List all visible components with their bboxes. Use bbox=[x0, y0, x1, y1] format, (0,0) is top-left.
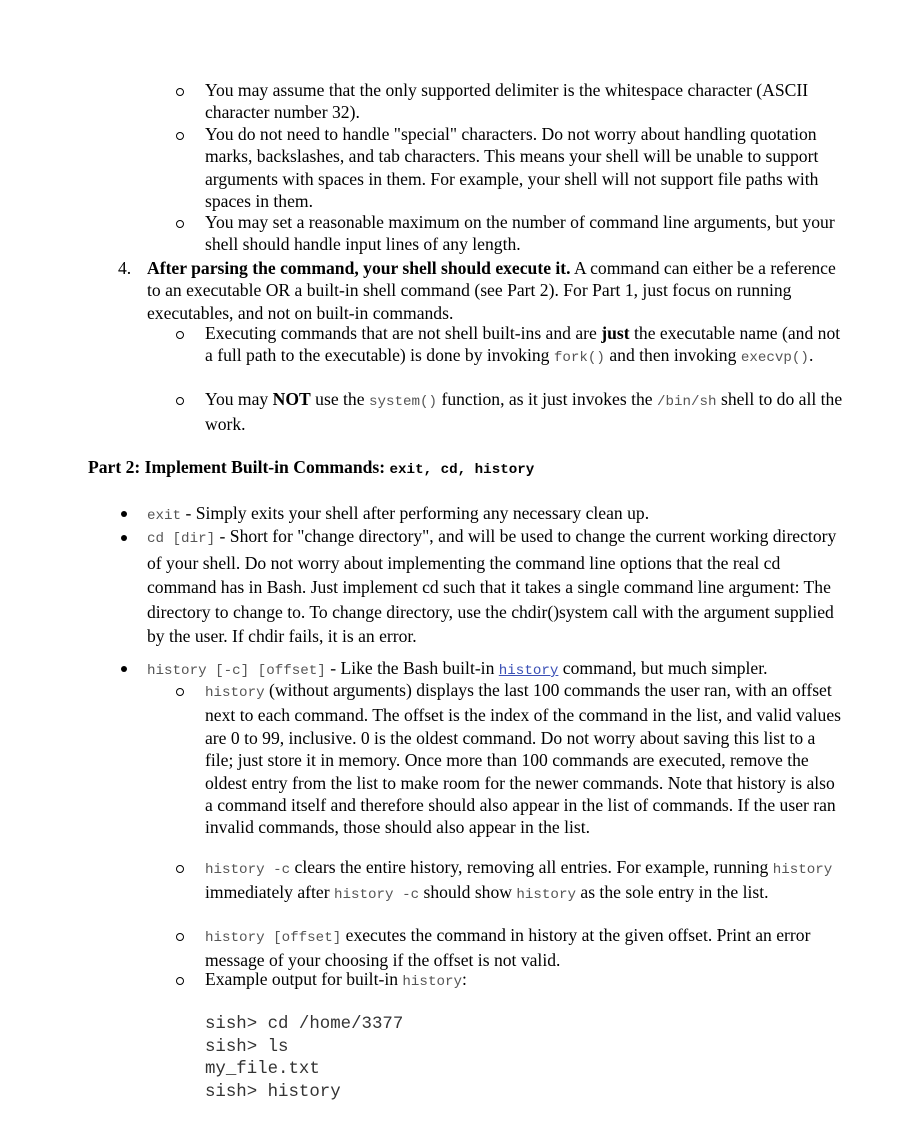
sub-item-history-display: history (without arguments) displays the last 100 commands the user ran, with an offset next to each command. The offset is the index of the command in the list, and valid values are 0 to 99, inclusive. 0 is the oldest command. Do not worry about saving this list to a file; just store it in memory. Once more than 100 commands are executed, remove the oldest entry from the list to make room for the newer commands. Note that history is also a command itself and therefore should also appear in the list of commands. If the user ran invalid commands, those should also appear in the list. bbox=[205, 680, 841, 838]
code-line: sish> ls bbox=[205, 1037, 289, 1057]
hollow-bullet-icon bbox=[176, 933, 184, 941]
code-line: sish> history bbox=[205, 1082, 341, 1102]
bullet-cd: cd [dir] - Short for "change directory", and will be used to change the current working directory of your shell. Do not worry about implementing the command line options that the real cd command has in Bash. Just implement cd such that it takes a single command line argument: The directory to change to. To change directory, use the chdir()system call with the argument supplied by the user. If chdir fails, it is an error. bbox=[147, 526, 837, 646]
bullet-history: history [-c] [offset] - Like the Bash built-in history command, but much simpler. bbox=[147, 658, 768, 679]
hollow-bullet-icon bbox=[176, 397, 184, 405]
hollow-bullet-icon bbox=[176, 688, 184, 696]
code-line: sish> cd /home/3377 bbox=[205, 1015, 404, 1034]
sub-item-delimiter: You may assume that the only supported delimiter is the whitespace character (ASCII character number 32). bbox=[205, 80, 809, 123]
sub-item-history-clear: history -c clears the entire history, removing all entries. For example, running history immediately after history -c should show history as the sole entry in the list. bbox=[205, 857, 833, 904]
code-cd: cd [dir] bbox=[147, 531, 216, 547]
bullet-exit: exit - Simply exits your shell after performing any necessary clean up. bbox=[147, 503, 650, 524]
sub-item-max-args: You may set a reasonable maximum on the number of command line arguments, but your shell should handle input lines of any length. bbox=[205, 212, 835, 255]
hollow-bullet-icon bbox=[176, 865, 184, 873]
bullet-icon bbox=[121, 535, 127, 541]
part-2-heading: Part 2: Implement Built-in Commands: exit, cd, history bbox=[88, 457, 535, 478]
item-4-bold: After parsing the command, your shell should execute it. bbox=[147, 258, 571, 278]
sub-item-history-example: Example output for built-in history: bbox=[205, 969, 467, 990]
hollow-bullet-icon bbox=[176, 88, 184, 96]
code-exit: exit bbox=[147, 508, 182, 524]
hollow-bullet-icon bbox=[176, 220, 184, 228]
code-system: system() bbox=[368, 394, 438, 410]
sub-item-special-chars: You do not need to handle "special" characters. Do not worry about handling quotation marks, backslashes, and tab characters. This means your shell will be unable to support arguments with spaces in them. For example, your shell will not support file paths with spaces in them. bbox=[205, 124, 819, 212]
bullet-icon bbox=[121, 666, 127, 672]
bullet-icon bbox=[121, 511, 127, 517]
hollow-bullet-icon bbox=[176, 331, 184, 339]
item-4-text: A command can either be a reference to an executable OR a built-in shell command (see Part 2). For Part 1, just focus on running executables, and not on built-in commands. bbox=[147, 258, 836, 323]
hollow-bullet-icon bbox=[176, 977, 184, 985]
hollow-bullet-icon bbox=[176, 132, 184, 140]
code-line: my_file.txt bbox=[205, 1060, 320, 1079]
list-number: 4. bbox=[118, 258, 132, 278]
sub-item-no-system: You may NOT use the system() function, as it just invokes the /bin/sh shell to do all the work. bbox=[205, 389, 843, 435]
example-code-block bbox=[205, 1014, 403, 1104]
sub-item-history-offset: history [offset] executes the command in history at the given offset. Print an error message of your choosing if the offset is not valid. bbox=[205, 925, 811, 971]
code-history-usage: history [-c] [offset] bbox=[147, 663, 326, 679]
code-bin-sh: /bin/sh bbox=[656, 394, 717, 410]
item-4-execute bbox=[147, 257, 847, 324]
sub-item-fork-exec: Executing commands that are not shell built-ins and are just the executable name (and not a full path to the executable) is done by invoking fork() and then invoking execvp(). bbox=[205, 323, 841, 367]
code-execvp: execvp() bbox=[740, 350, 809, 367]
history-link[interactable]: history bbox=[498, 663, 559, 679]
code-fork: fork() bbox=[553, 350, 605, 367]
